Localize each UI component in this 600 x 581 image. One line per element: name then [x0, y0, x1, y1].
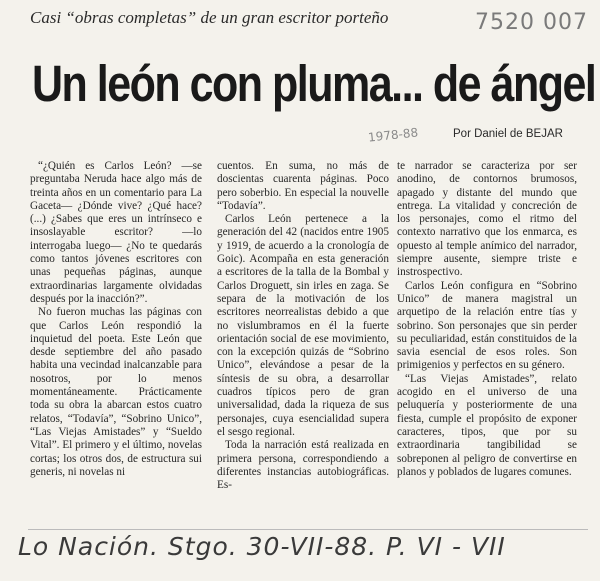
paragraph: cuentos. En suma, no más de doscientas cuarenta páginas. Poco pero soberbio. En especial la nouvelle “Todavía”. — [217, 160, 389, 212]
article-column-3 — [397, 160, 577, 505]
article-column-2 — [217, 160, 389, 500]
paragraph: Carlos León pertenece a la generación del 42 (nacidos entre 1905 y 1919, de acuerdo a la cronología de Goic). Acompaña en esta generación a escritores de la talla de la Bombal y Carlos Droguett, sin irles en zaga. Se separa de la motivación de los escritores neorrealistas debido a que no vislumbramos en él la fuerte orientación social de ese movimiento, con la excepción quizás de “Sobrino Unico”, elevándose a pesar de la síntesis de su obra, a desarrollar cuadros típicos pero de gran universalidad, dada la riqueza de sus personajes, cuya esencialidad supera el sesgo regional. — [217, 213, 389, 438]
paragraph: Toda la narración está realizada en primera persona, correspondiendo a diferentes instancias autobiográficas. Es- — [217, 439, 389, 492]
page-divider — [28, 529, 588, 530]
paragraph: te narrador se caracteriza por ser anodino, de contornos brumosos, apagado y distante del mundo que entrega. La vitalidad y concreción de los personajes, como el ritmo del contexto narrativo que los enmarca, es opuesto al temple anímico del narrador, siempre ausente, siempre triste e instrospectivo. — [397, 160, 577, 279]
article-kicker: Casi “obras completas” de un gran escritor porteño — [30, 8, 389, 27]
paragraph: “¿Quién es Carlos León? —se preguntaba Neruda hace algo más de treinta años en un comentario para La Gaceta— ¿Dónde vive? ¿Qué hace? (...) ¿Sabes que eres un intrínseco e insoslayable escritor? —lo interrogaba luego— ¿No te quedarás como tantos jóvenes escritores con unas pequeñas páginas, aunque extraordinarias largamente olvidadas después por la inacción?”. — [30, 160, 202, 305]
article-byline: Por Daniel de BEJAR — [453, 128, 563, 140]
handwritten-date-mark: 1978-88 — [367, 125, 419, 145]
paragraph: No fueron muchas las páginas con que Carlos León respondió la inquietud del poeta. Este León que desde septiembre del año pasado habita una vecindad inalcanzable para nosotros, por lo menos momentáneamente. Prácticamente toda su obra la abarcan estos cuatro relatos, “Todavía”, “Sobrino Unico”, “Las Viejas Amistades” y “Sueldo Vital”. El primero y el último, novelas cortas; los otros dos, de estructura sui generis, ni novelas ni — [30, 306, 202, 478]
handwritten-archive-code: 7520 007 — [475, 10, 588, 35]
article-headline: Un león con pluma... de ángel — [32, 56, 596, 113]
paragraph: “Las Viejas Amistades”, relato acogido en el universo de una peluquería y posteriormente de una fiesta, cumple el propósito de exponer caracteres, tipos, que por su extraordinaria tangibilidad se sobreponen al peligro de convertirse en planos y poblados de lugares comunes. — [397, 372, 577, 478]
handwritten-source-note: Lo Nación. Stgo. 30-VII-88. P. VI - VII — [18, 532, 506, 561]
article-column-1 — [30, 160, 202, 524]
paragraph: Carlos León configura en “Sobrino Unico” de manera magistral un arquetipo de la relación entre tías y sobrino. Son personajes que sin perder su peculiaridad, están constituidos de la savia esencial de esos roles. Son primigenios y perfectos en su género. — [397, 279, 577, 372]
